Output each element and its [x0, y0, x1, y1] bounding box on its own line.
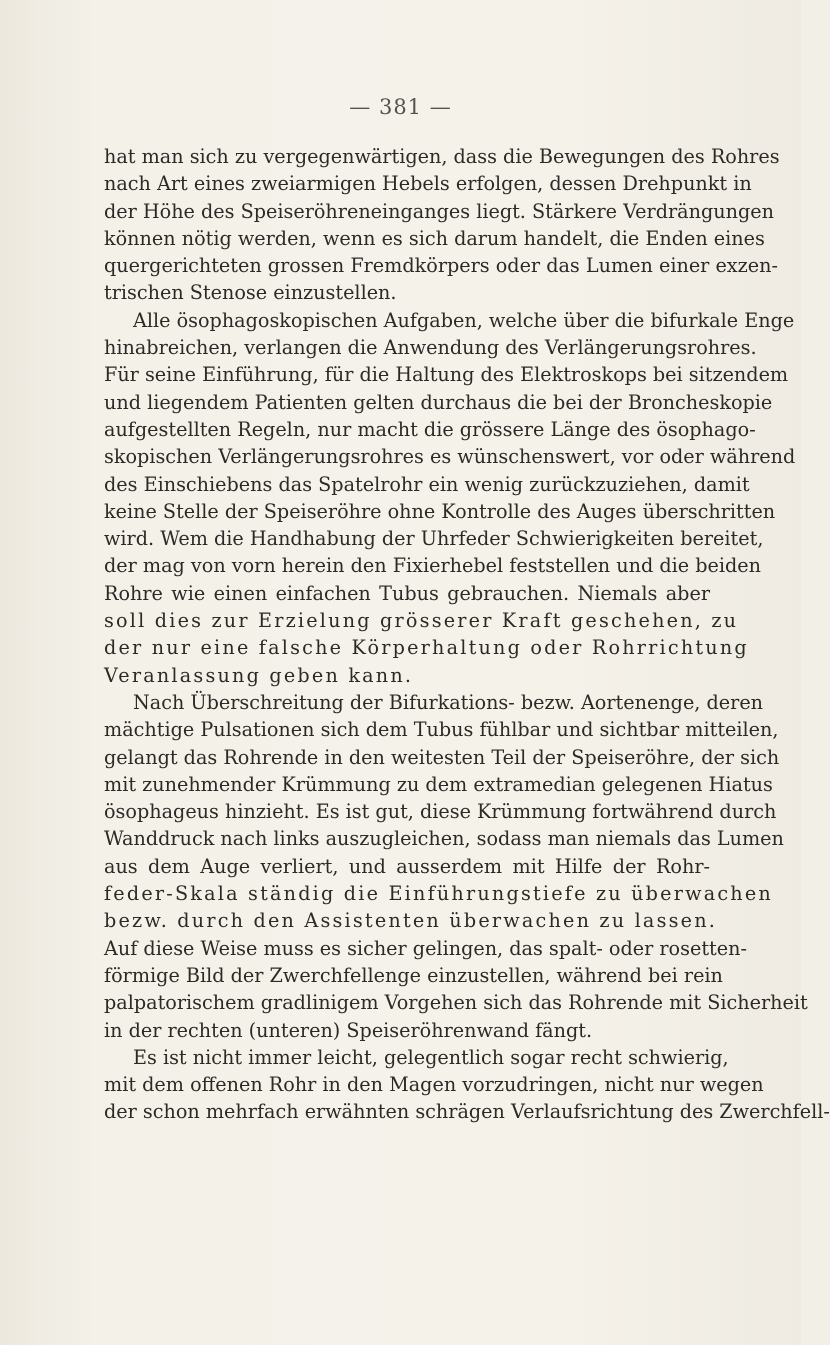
text-line: Für seine Einführung, für die Haltung des Elektroskops bei sitzendem — [104, 363, 789, 387]
text-line: der nur eine falsche Körperhaltung oder Rohrrichtung — [104, 636, 749, 660]
text-line: skopischen Verlängerungsrohres es wünschenswert, vor oder während — [104, 445, 796, 469]
text-line: hinabreichen, verlangen die Anwendung des Verlängerungsrohres. — [104, 336, 757, 360]
text-line: und liegendem Patienten gelten durchaus die bei der Broncheskopie — [104, 390, 773, 414]
text-line: mit zunehmender Krümmung zu dem extramedian gelegenen Hiatus — [104, 772, 773, 796]
text-line: wird. Wem die Handhabung der Uhrfeder Schwierigkeiten bereitet, — [104, 527, 764, 551]
text-line: aufgestellten Regeln, nur macht die grössere Länge des ösophago- — [104, 417, 756, 441]
text-line: können nötig werden, wenn es sich darum handelt, die Enden eines — [104, 226, 765, 250]
text-line: Veranlassung geben kann. — [104, 663, 414, 687]
text-line: nach Art eines zweiarmigen Hebels erfolgen, dessen Drehpunkt in — [104, 172, 752, 196]
text-line: Auf diese Weise muss es sicher gelingen, das spalt- oder rosetten- — [104, 936, 747, 960]
text-line: keine Stelle der Speiseröhre ohne Kontrolle des Auges überschritten — [104, 499, 776, 523]
text-line: ösophageus hinzieht. Es ist gut, diese Krümmung fortwährend durch — [104, 800, 777, 824]
text-line: quergerichteten grossen Fremdkörpers oder das Lumen einer exzen- — [104, 254, 778, 278]
text-line: palpatorischem gradlinigem Vorgehen sich das Rohrende mit Sicherheit — [104, 991, 808, 1015]
text-line: förmige Bild der Zwerchfellenge einzustellen, während bei rein — [104, 963, 723, 987]
text-line: feder-Skala ständig die Einführungstiefe zu überwachen — [104, 882, 773, 906]
text-line: der Höhe des Speiseröhreneinganges liegt. Stärkere Verdrängungen — [104, 199, 774, 223]
text-line: Rohre wie einen einfachen Tubus gebrauchen. Niemals aber — [104, 581, 710, 605]
text-line: hat man sich zu vergegenwärtigen, dass die Bewegungen des Rohres — [104, 145, 780, 168]
body-text — [104, 143, 830, 1126]
text-line: gelangt das Rohrende in den weitesten Teil der Speiseröhre, der sich — [104, 745, 780, 769]
text-line: Es ist nicht immer leicht, gelegentlich sogar recht schwierig, — [133, 1045, 729, 1069]
text-line: trischen Stenose einzustellen. — [104, 281, 397, 305]
text-line: Nach Überschreitung der Bifurkations- bezw. Aortenenge, deren — [133, 690, 764, 714]
text-line: des Einschiebens das Spatelrohr ein wenig zurückzuziehen, damit — [104, 472, 750, 496]
text-line: aus dem Auge verliert, und ausserdem mit Hilfe der Rohr- — [104, 854, 710, 878]
text-line: bezw. durch den Assistenten überwachen zu lassen. — [104, 909, 718, 933]
text-line: soll dies zur Erzielung grösserer Kraft geschehen, zu — [104, 609, 739, 633]
text-line: mächtige Pulsationen sich dem Tubus fühlbar und sichtbar mitteilen, — [104, 718, 779, 742]
text-line: mit dem offenen Rohr in den Magen vorzudringen, nicht nur wegen — [104, 1073, 764, 1097]
text-line: Alle ösophagoskopischen Aufgaben, welche über die bifurkale Enge — [133, 308, 795, 332]
page-number: — 381 — — [349, 95, 452, 119]
text-line: Wanddruck nach links auszugleichen, sodass man niemals das Lumen — [104, 827, 784, 851]
text-line: der schon mehrfach erwähnten schrägen Verlaufsrichtung des Zwerchfell- — [104, 1100, 830, 1124]
text-line: in der rechten (unteren) Speiseröhrenwand fängt. — [104, 1018, 593, 1042]
text-line: der mag von vorn herein den Fixierhebel feststellen und die beiden — [104, 554, 761, 578]
